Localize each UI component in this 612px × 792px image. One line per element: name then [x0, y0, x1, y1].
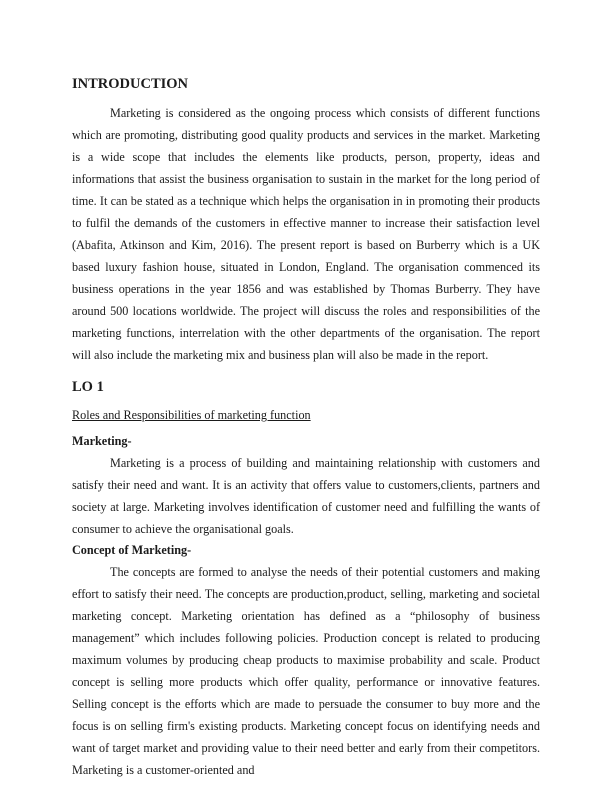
roles-subheading: Roles and Responsibilities of marketing function: [72, 408, 311, 422]
marketing-paragraph: Marketing is a process of building and maintaining relationship with customers and satisfy their need and want. It is an activity that offers value to customers,clients, partners and society at large. Marketing involves identification of customer need and fulfilling the wants of consumer to achieve the organisational goals.: [72, 456, 540, 536]
intro-paragraph: Marketing is considered as the ongoing process which consists of different functions which are promoting, distributing good quality products and services in the market. Marketing is a wide scope that includes the elements like products, person, property, ideas and informations that assist the business organisation to sustain in the market for the long period of time. It can be stated as a technique which helps the organisation in in promoting their products to fulfil the demands of the customers in effective manner to increase their satisfaction level (Abafita, Atkinson and Kim, 2016). The present report is based on Burberry which is a UK based luxury fashion house, situated in London, England. The organisation commenced its business operations in the year 1856 and was established by Thomas Burberry. They have around 500 locations worldwide. The project will discuss the roles and responsibilities of the marketing functions, interrelation with the other departments of the organisation. The report will also include the marketing mix and business plan will also be made in the report.: [72, 106, 540, 362]
concept-paragraph: The concepts are formed to analyse the needs of their potential customers and making effort to satisfy their need. The concepts are production,product, selling, marketing and societal marketing concept. Marketing orientation has defined as a “philosophy of business management” which includes following policies. Production concept is related to producing maximum volumes by producing cheap products to maximise probability and scale. Product concept is selling more products which offer quality, performance or innovative features. Selling concept is the efforts which are made to persuade the consumer to buy more and the focus is on selling firm's existing products. Marketing concept focus on identifying needs and want of target market and providing value to their need better and early from their competitors. Marketing is a customer-oriented and: [72, 565, 540, 777]
marketing-label: Marketing-: [72, 434, 132, 448]
lo1-heading: LO 1: [72, 379, 104, 395]
intro-heading: INTRODUCTION: [72, 76, 189, 92]
concept-label: Concept of Marketing-: [72, 543, 192, 557]
